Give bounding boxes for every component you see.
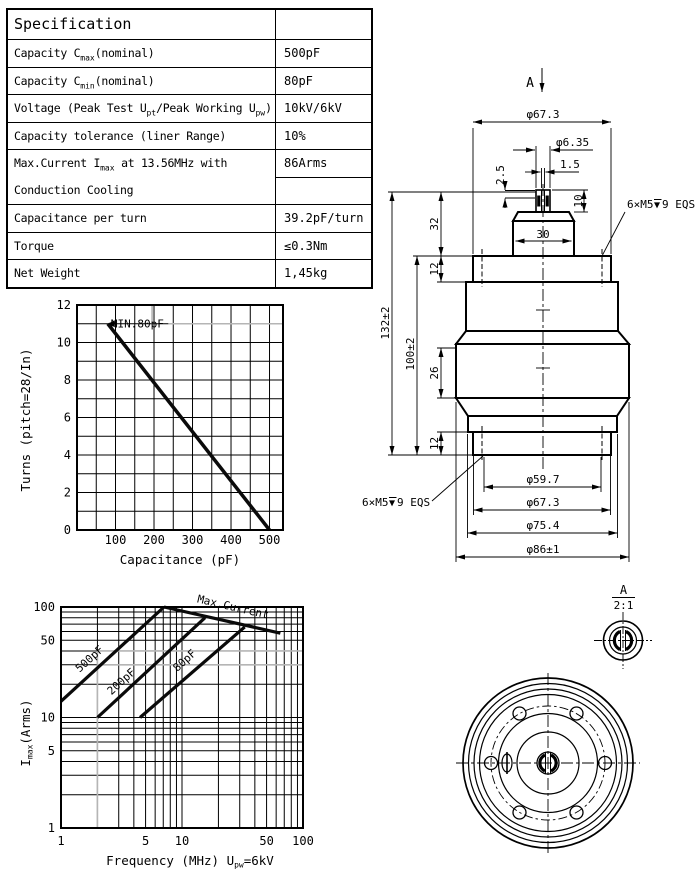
svg-text:100: 100: [33, 600, 55, 614]
thread-note-top: [602, 198, 695, 256]
thread-note-pre: 6×M5: [362, 496, 389, 509]
svg-text:6: 6: [63, 410, 71, 425]
side-view: [456, 184, 629, 470]
spec-value-cell: 86Arms: [275, 149, 371, 177]
spec-label-cell: Voltage (Peak Test $U_{pt}$/Peak Working $U_{pw}$): [8, 94, 275, 122]
dim-overall-height: 132±2: [379, 306, 392, 340]
svg-text:8: 8: [63, 373, 71, 387]
dim-h12-top: 12: [428, 262, 441, 276]
dimensions: [362, 108, 695, 562]
svg-text:200: 200: [143, 533, 165, 547]
x-axis-title: Frequency (MHz) $U_{pw}=6kV$: [106, 853, 274, 870]
dim-h32: 32: [428, 217, 441, 231]
svg-text:50: 50: [40, 633, 55, 648]
spec-value-cell: 39.2pF/turn: [275, 204, 371, 232]
chart-area: [61, 593, 303, 828]
svg-text:1: 1: [57, 834, 65, 848]
spec-label-cell: Capacitance per turn: [8, 204, 275, 232]
x-axis-title: Capacitance (pF): [119, 552, 241, 567]
svg-text:50: 50: [259, 834, 274, 848]
series-label-500pF: 500pF: [72, 643, 107, 675]
svg-text:300: 300: [181, 533, 204, 547]
axis-ticks: [33, 600, 314, 848]
detail-label: A: [619, 583, 628, 597]
section-marker-label: A: [526, 76, 534, 91]
spec-label-cell: Capacity $C_{max}(nominal)$: [8, 39, 275, 67]
svg-text:12: 12: [56, 298, 71, 312]
spec-value-cell: 80pF: [275, 67, 371, 95]
spec-label-cell: Torque: [8, 232, 275, 260]
series-label-200pF: 200pF: [104, 665, 139, 698]
svg-text:0: 0: [63, 523, 71, 537]
axis-ticks: [57, 298, 281, 547]
chart-area: [77, 305, 283, 530]
dim-hub-width: 30: [536, 228, 550, 241]
dim-flange-dia: φ67.3: [526, 496, 560, 509]
dim-shaft-dia: φ6.35: [556, 136, 590, 149]
spec-label-cell: Capacity tolerance (liner Range): [8, 122, 275, 150]
svg-text:2: 2: [63, 485, 71, 500]
section-cut-marker: [526, 68, 542, 92]
svg-text:5: 5: [141, 834, 150, 848]
dim-h12-bottom: 12: [428, 436, 441, 451]
series-label-80pF: 80pF: [170, 646, 199, 675]
dim-top-flange-dia: φ67.3: [526, 108, 560, 121]
depth-symbol-icon: ▼: [654, 200, 661, 211]
series-label-max-current: Max.Current: [196, 592, 270, 622]
svg-text:10: 10: [56, 335, 71, 350]
imax-frequency-chart: [10, 583, 332, 875]
dim-body-height: 100±2: [404, 337, 417, 371]
bottom-view: [456, 673, 640, 855]
svg-text:100: 100: [292, 834, 314, 848]
depth-symbol-icon: ▼: [389, 498, 396, 509]
dim-max-dia: φ86±1: [526, 543, 560, 556]
dim-slot-width: 1.5: [560, 158, 580, 171]
svg-text:10: 10: [40, 710, 55, 725]
spec-label-cell: Conduction Cooling: [14, 182, 134, 197]
turns-capacitance-chart: [8, 292, 308, 574]
spec-label-cell: Capacity $C_{min}(nominal)$: [8, 67, 275, 95]
thread-note-post: 9 EQS: [662, 198, 696, 211]
dim-slot-depth: 2.5: [494, 165, 507, 185]
spec-value-cell: 1,45kg: [275, 259, 371, 287]
y-axis-title: Turns (pitch=28/In): [18, 348, 33, 492]
dim-h26: 26: [428, 366, 441, 380]
spec-label-cell: Net Weight: [8, 259, 275, 287]
dim-shaft-length: 10: [572, 194, 585, 208]
svg-text:400: 400: [220, 533, 242, 547]
detail-scale: 2:1: [613, 599, 634, 612]
spec-label-cell: Specification: [14, 15, 132, 33]
svg-text:500: 500: [258, 533, 281, 547]
spec-value-cell: 500pF: [275, 39, 371, 67]
spec-value-cell: [275, 10, 371, 39]
thread-note-bottom: [362, 456, 483, 509]
spec-value-cell: 10kV/6kV: [275, 94, 371, 122]
spec-label-cell: Max.Current $I_{max}$ at 13.56MHz with: [8, 149, 275, 177]
svg-text:4: 4: [63, 448, 71, 462]
spec-value-cell: ≤0.3Nm: [275, 232, 371, 260]
dim-lower-body-dia: φ75.4: [526, 519, 560, 532]
thread-note-post: 9 EQS: [397, 496, 431, 509]
y-axis-title: $I_{max}(Arms)$: [18, 699, 35, 767]
thread-note-pre: 6×M5: [627, 198, 654, 211]
annotation-min-capacity: MIN.80pF: [110, 317, 164, 331]
svg-text:100: 100: [104, 533, 127, 547]
detail-a-view: [594, 583, 652, 669]
svg-text:1: 1: [47, 821, 55, 835]
svg-text:5: 5: [47, 743, 55, 758]
spec-table: [6, 8, 373, 289]
spec-value-cell: 10%: [275, 122, 371, 150]
svg-text:10: 10: [174, 834, 190, 848]
dim-bolt-circle-dia: φ59.7: [526, 473, 560, 486]
technical-drawing: [355, 60, 700, 880]
